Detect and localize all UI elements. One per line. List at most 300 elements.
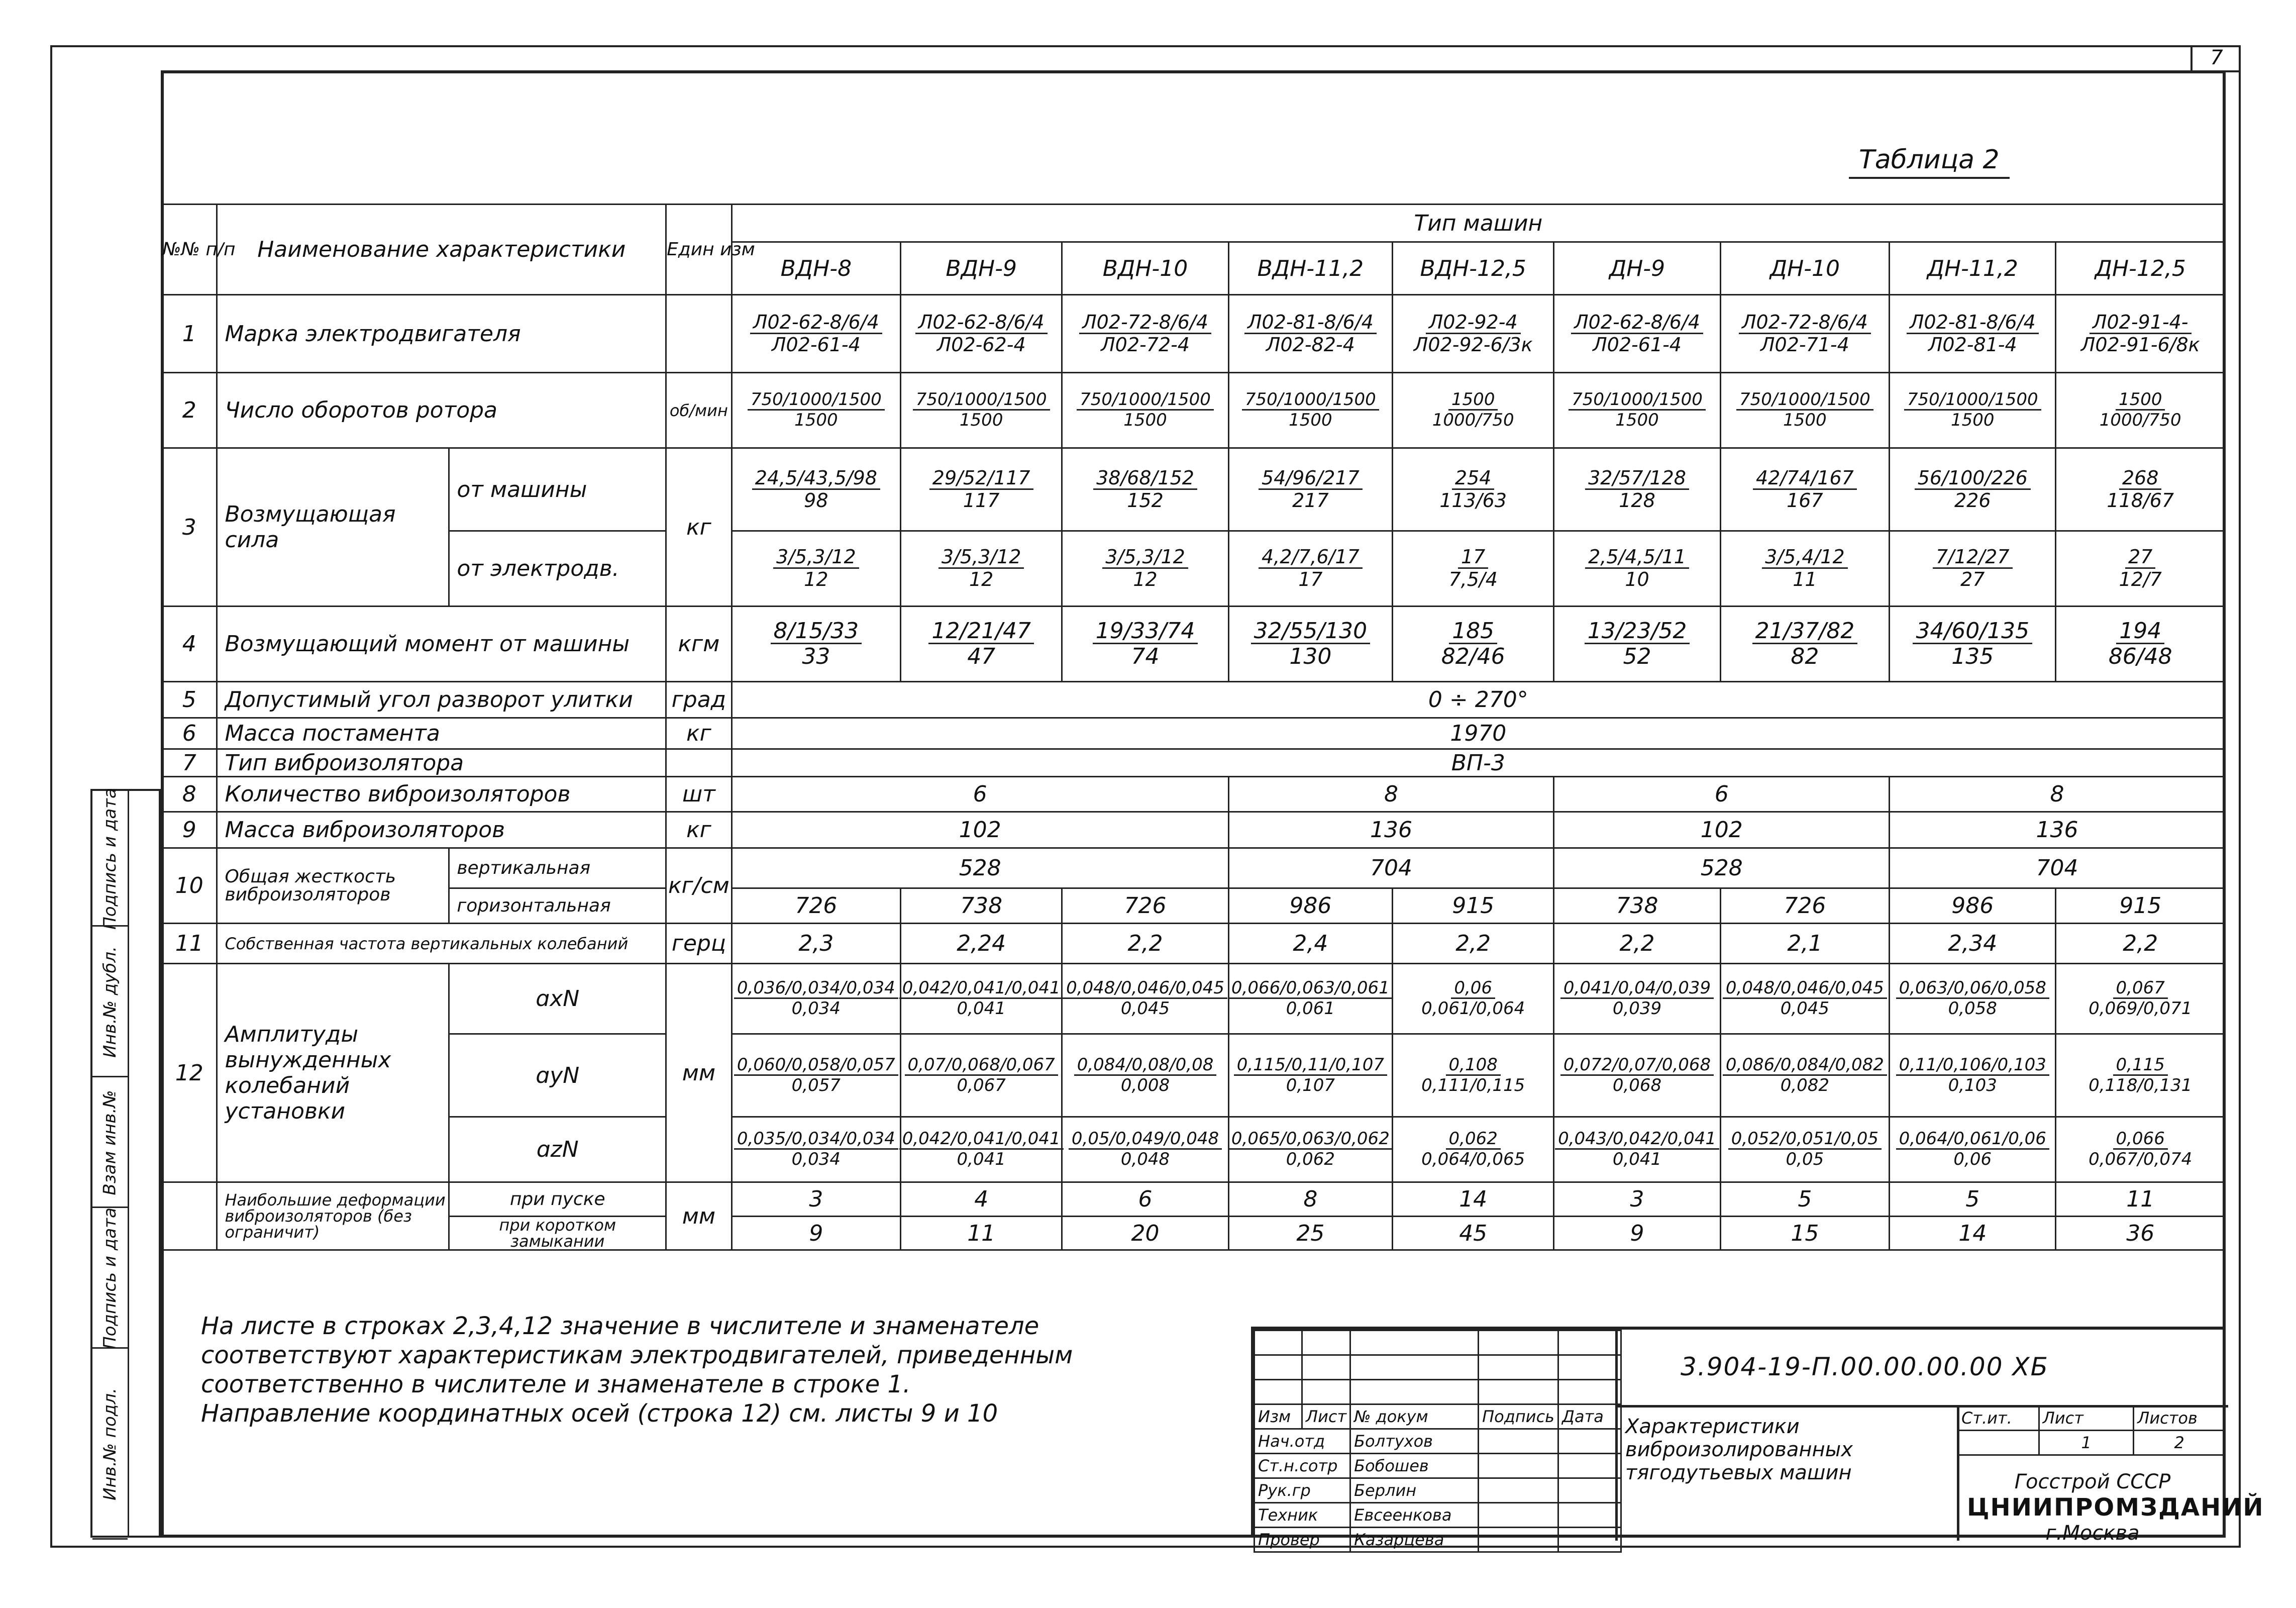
force-motor <box>1720 531 1889 607</box>
force-machine <box>901 448 1062 531</box>
rotor-speed <box>1720 373 1889 448</box>
denominator: 130 <box>1289 644 1332 669</box>
denominator: 12 <box>1133 568 1158 590</box>
machine-1: ВДН-9 <box>901 242 1062 295</box>
row-num: 8 <box>162 777 217 812</box>
row-unit <box>666 749 732 777</box>
stamp-role: Нач.отд <box>1255 1429 1350 1454</box>
denominator: 0,118/0,131 <box>2089 1075 2193 1095</box>
amplitude-x <box>1890 964 2056 1034</box>
numerator: 0,035/0,034/0,034 <box>734 1130 898 1150</box>
row-name: Масса виброизоляторов <box>217 812 666 848</box>
amplitude-z <box>1393 1117 1554 1182</box>
rotor-speed <box>1554 373 1720 448</box>
force-machine <box>732 448 900 531</box>
denominator: 0,008 <box>1120 1075 1170 1095</box>
moment <box>1720 607 1889 682</box>
force-machine <box>1062 448 1228 531</box>
deformation-short: 14 <box>1890 1217 2056 1250</box>
sheet-label: Лист <box>2039 1406 2134 1431</box>
stiffness-vertical: 704 <box>1890 848 2225 888</box>
row-name: Число оборотов ротора <box>217 373 666 448</box>
denominator: 0,039 <box>1612 998 1662 1019</box>
denominator: 0,069/0,071 <box>2089 998 2193 1019</box>
row-unit <box>666 295 732 373</box>
numerator: 750/1000/1500 <box>913 391 1050 411</box>
numerator: 24,5/43,5/98 <box>752 468 880 490</box>
rotor-speed <box>2056 373 2225 448</box>
numerator: 4,2/7,6/17 <box>1259 547 1363 569</box>
denominator: 1500 <box>794 410 838 430</box>
numerator: 3/5,3/12 <box>1102 547 1188 569</box>
deformation-start: 3 <box>1554 1182 1720 1217</box>
numerator: 0,084/0,08/0,08 <box>1074 1056 1217 1076</box>
stamp-role: Рук.гр <box>1255 1478 1350 1503</box>
amplitude-x <box>1228 964 1392 1034</box>
deformation-start: 8 <box>1228 1182 1392 1217</box>
stiffness-horizontal: 986 <box>1890 888 2056 924</box>
denominator: 0,034 <box>791 998 841 1019</box>
denominator: Л02-81-4 <box>1928 333 2017 356</box>
amplitude-y <box>901 1034 1062 1117</box>
stamp-empty <box>1302 1355 1350 1380</box>
stamp-empty <box>1479 1380 1558 1404</box>
frequency: 2,1 <box>1720 924 1889 964</box>
numerator: 254 <box>1452 468 1495 490</box>
row-name: Количество виброизоляторов <box>217 777 666 812</box>
stamp-signature <box>1479 1503 1558 1528</box>
stiffness-vertical: 528 <box>1554 848 1890 888</box>
group-value: 102 <box>1554 812 1890 848</box>
motor-brand <box>901 295 1062 373</box>
stiffness-horizontal: 726 <box>1720 888 1889 924</box>
numerator: 1500 <box>1448 391 1498 411</box>
denominator: 11 <box>1793 568 1817 590</box>
row-sub: при коротком замыкании <box>449 1217 666 1250</box>
denominator: 0,061/0,064 <box>1421 998 1525 1019</box>
denominator: 1500 <box>1123 410 1167 430</box>
denominator: 12 <box>804 568 828 590</box>
denominator: 33 <box>802 644 830 669</box>
amplitude-z <box>1554 1117 1720 1182</box>
denominator: 0,041 <box>1612 1149 1662 1169</box>
group-value: 136 <box>1228 812 1554 848</box>
denominator: 118/67 <box>2107 489 2174 512</box>
stiffness-horizontal: 726 <box>1062 888 1228 924</box>
header-num: №№ п/п <box>162 205 217 295</box>
numerator: 0,062 <box>1446 1130 1501 1150</box>
amplitude-x <box>2056 964 2225 1034</box>
numerator: 29/52/117 <box>929 468 1033 490</box>
row-value: 1970 <box>732 718 2225 749</box>
row-num: 9 <box>162 812 217 848</box>
stamp-person: Евсеенкова <box>1350 1503 1479 1528</box>
force-machine <box>1228 448 1392 531</box>
side-label: Инв.№ дубл. <box>100 946 121 1058</box>
header-machine-type: Тип машин <box>732 205 2225 242</box>
row-num: 3 <box>162 448 217 607</box>
moment <box>901 607 1062 682</box>
stamp-signature <box>1479 1429 1558 1454</box>
row-unit: шт <box>666 777 732 812</box>
org-line-1: Госстрой СССР <box>2014 1470 2171 1493</box>
stamp-role: Ст.н.сотр <box>1255 1454 1350 1478</box>
amplitude-y <box>1062 1034 1228 1117</box>
stage-value <box>1958 1431 2039 1455</box>
deformation-start: 4 <box>901 1182 1062 1217</box>
numerator: 268 <box>2119 468 2162 490</box>
note-line: На листе в строках 2,3,4,12 значение в числителе и знаменателе <box>201 1312 1039 1340</box>
numerator: 750/1000/1500 <box>1569 391 1706 411</box>
denominator: 0,068 <box>1612 1075 1662 1095</box>
numerator: 3/5,3/12 <box>938 547 1024 569</box>
denominator: 117 <box>963 489 1000 512</box>
stage-label: Ст.ит. <box>1958 1406 2039 1431</box>
denominator: 52 <box>1623 644 1651 669</box>
frequency: 2,3 <box>732 924 900 964</box>
force-motor <box>732 531 900 607</box>
machine-2: ВДН-10 <box>1062 242 1228 295</box>
motor-brand <box>732 295 900 373</box>
stiffness-horizontal: 915 <box>2056 888 2225 924</box>
denominator: 1500 <box>1950 410 1995 430</box>
row-sub: от электродв. <box>449 531 666 607</box>
numerator: 750/1000/1500 <box>748 391 885 411</box>
header-name: Наименование характеристики <box>217 205 666 295</box>
stamp-signature <box>1479 1528 1558 1552</box>
group-value: 8 <box>1228 777 1554 812</box>
rotor-speed <box>1393 373 1554 448</box>
numerator: 0,048/0,046/0,045 <box>1063 979 1227 999</box>
frequency: 2,2 <box>2056 924 2225 964</box>
stamp-role: Техник <box>1255 1503 1350 1528</box>
force-machine <box>1393 448 1554 531</box>
denominator: 113/63 <box>1439 489 1507 512</box>
rotor-speed <box>1228 373 1392 448</box>
row-sub: вертикальная <box>449 848 666 888</box>
moment <box>1062 607 1228 682</box>
moment <box>732 607 900 682</box>
amplitude-y <box>732 1034 900 1117</box>
denominator: 47 <box>967 644 996 669</box>
organization <box>1967 1470 2264 1545</box>
stiffness-horizontal: 986 <box>1228 888 1392 924</box>
denominator: 1500 <box>1615 410 1659 430</box>
denominator: 12/7 <box>2119 568 2162 590</box>
deformation-short: 36 <box>2056 1217 2225 1250</box>
rotor-speed <box>901 373 1062 448</box>
side-label: Взам инв.№ <box>100 1090 121 1195</box>
numerator: 0,063/0,06/0,058 <box>1896 979 2049 999</box>
moment <box>1228 607 1392 682</box>
numerator: 0,042/0,041/0,041 <box>899 979 1064 999</box>
stamp-person: Бобошев <box>1350 1454 1479 1478</box>
denominator: Л02-61-4 <box>1593 333 1682 356</box>
group-value: 6 <box>1554 777 1890 812</box>
force-machine <box>1890 448 2056 531</box>
numerator: 0,115 <box>2113 1056 2168 1076</box>
force-motor <box>2056 531 2225 607</box>
rotor-speed <box>732 373 900 448</box>
side-label: Подпись и дата <box>100 1208 121 1349</box>
characteristics-table <box>161 204 2226 1251</box>
group-value: 136 <box>1890 812 2225 848</box>
denominator: 0,058 <box>1948 998 1997 1019</box>
denominator: 0,107 <box>1286 1075 1335 1095</box>
row-num: 4 <box>162 607 217 682</box>
force-machine <box>1720 448 1889 531</box>
stamp-empty <box>1350 1380 1479 1404</box>
amplitude-z <box>901 1117 1062 1182</box>
denominator: 0,103 <box>1948 1075 1997 1095</box>
numerator: Л02-81-8/6/4 <box>1907 313 2039 334</box>
denominator: 135 <box>1951 644 1994 669</box>
deformation-start: 5 <box>1720 1182 1889 1217</box>
stamp-date <box>1558 1429 1621 1454</box>
sheet-value: 1 <box>2039 1431 2134 1455</box>
stamp-empty <box>1302 1331 1350 1355</box>
stamp-head: Подпись <box>1479 1404 1558 1429</box>
denominator: Л02-82-4 <box>1266 333 1355 356</box>
document-description: Характеристики виброизолированных тягодутьевых машин <box>1625 1415 1853 1484</box>
stamp-date <box>1558 1503 1621 1528</box>
deformation-short: 15 <box>1720 1217 1889 1250</box>
denominator: Л02-72-4 <box>1101 333 1190 356</box>
deformation-start: 6 <box>1062 1182 1228 1217</box>
denominator: 0,034 <box>791 1149 841 1169</box>
deformation-start: 11 <box>2056 1182 2225 1217</box>
machine-3: ВДН-11,2 <box>1228 242 1392 295</box>
row-sub: при пуске <box>449 1182 666 1217</box>
amplitude-y <box>1720 1034 1889 1117</box>
sheet-info <box>1957 1405 2226 1456</box>
amplitude-z <box>1890 1117 2056 1182</box>
frequency: 2,4 <box>1228 924 1392 964</box>
numerator: Л02-62-8/6/4 <box>915 313 1048 334</box>
axis-y: ɑyN <box>449 1034 666 1117</box>
stamp-head: Дата <box>1558 1404 1621 1429</box>
sheets-value: 2 <box>2134 1431 2225 1455</box>
force-machine <box>2056 448 2225 531</box>
stamp-empty <box>1558 1355 1621 1380</box>
moment <box>1554 607 1720 682</box>
numerator: 0,052/0,051/0,05 <box>1728 1130 1882 1150</box>
numerator: Л02-62-8/6/4 <box>750 313 882 334</box>
row-num: 12 <box>162 964 217 1182</box>
side-label: Инв.№ подл. <box>100 1388 121 1500</box>
stiffness-vertical: 528 <box>732 848 1228 888</box>
force-motor <box>1228 531 1392 607</box>
stamp-head: Лист <box>1302 1404 1350 1429</box>
numerator: 21/37/82 <box>1752 620 1858 644</box>
deformation-start: 3 <box>732 1182 900 1217</box>
numerator: 2,5/4,5/11 <box>1585 547 1689 569</box>
stamp-date <box>1558 1528 1621 1552</box>
stiffness-vertical: 704 <box>1228 848 1554 888</box>
stamp-signatures <box>1254 1330 1622 1553</box>
force-machine <box>1554 448 1720 531</box>
machine-4: ВДН-12,5 <box>1393 242 1554 295</box>
rotor-speed <box>1890 373 2056 448</box>
row-unit: кг <box>666 448 732 607</box>
numerator: 750/1000/1500 <box>1904 391 2041 411</box>
numerator: 54/96/217 <box>1259 468 1363 490</box>
denominator: 0,082 <box>1780 1075 1830 1095</box>
note-line: соответствуют характеристикам электродвигателей, приведенным <box>201 1341 1073 1369</box>
numerator: 17 <box>1458 547 1488 569</box>
numerator: 0,036/0,034/0,034 <box>734 979 898 999</box>
amplitude-z <box>732 1117 900 1182</box>
numerator: 0,043/0,042/0,041 <box>1555 1130 1719 1150</box>
stamp-empty <box>1479 1355 1558 1380</box>
stamp-head: Изм <box>1255 1404 1302 1429</box>
numerator: 1500 <box>2116 391 2165 411</box>
row-num <box>162 1182 217 1250</box>
denominator: 27 <box>1960 568 1985 590</box>
denominator: Л02-71-4 <box>1760 333 1849 356</box>
numerator: 0,07/0,068/0,067 <box>905 1056 1058 1076</box>
deformation-start: 14 <box>1393 1182 1554 1217</box>
denominator: 1000/750 <box>1432 410 1514 430</box>
row-sub: горизонтальная <box>449 888 666 924</box>
row-value: 0 ÷ 270° <box>732 682 2225 718</box>
amplitude-x <box>1720 964 1889 1034</box>
numerator: 3/5,3/12 <box>773 547 859 569</box>
amplitude-x <box>901 964 1062 1034</box>
denominator: 0,064/0,065 <box>1421 1149 1525 1169</box>
numerator: 750/1000/1500 <box>1242 391 1379 411</box>
numerator: 0,065/0,063/0,062 <box>1228 1130 1393 1150</box>
motor-brand <box>2056 295 2225 373</box>
denominator: 0,045 <box>1120 998 1170 1019</box>
amplitude-y <box>2056 1034 2225 1117</box>
row-num: 2 <box>162 373 217 448</box>
row-value: ВП-3 <box>732 749 2225 777</box>
numerator: 12/21/47 <box>928 620 1034 644</box>
stamp-empty <box>1350 1331 1479 1355</box>
force-motor <box>1393 531 1554 607</box>
numerator: 7/12/27 <box>1933 547 2013 569</box>
amplitude-y <box>1554 1034 1720 1117</box>
denominator: 167 <box>1787 489 1823 512</box>
machine-0: ВДН-8 <box>732 242 900 295</box>
row-name: Марка электродвигателя <box>217 295 666 373</box>
row-name: Допустимый угол разворот улитки <box>217 682 666 718</box>
numerator: 750/1000/1500 <box>1736 391 1873 411</box>
sheet-number: 7 <box>2190 45 2241 72</box>
numerator: 0,115/0,11/0,107 <box>1234 1056 1387 1076</box>
denominator: 0,067/0,074 <box>2089 1149 2193 1169</box>
stamp-date <box>1558 1454 1621 1478</box>
numerator: 0,086/0,084/0,082 <box>1723 1056 1887 1076</box>
denominator: 1000/750 <box>2099 410 2181 430</box>
note-line: Направление координатных осей (строка 12) см. листы 9 и 10 <box>201 1399 998 1428</box>
moment <box>1890 607 2056 682</box>
table-title: Таблица 2 <box>1849 145 2010 179</box>
denominator: Л02-92-6/3к <box>1413 333 1533 356</box>
document-code: 3.904-19-П.00.00.00.00 ХБ <box>1681 1352 2049 1381</box>
denominator: 217 <box>1292 489 1329 512</box>
stamp-empty <box>1558 1331 1621 1355</box>
machine-5: ДН-9 <box>1554 242 1720 295</box>
denominator: 0,041 <box>957 1149 1006 1169</box>
row-name: Возмущающая сила <box>217 448 449 607</box>
denominator: 12 <box>969 568 994 590</box>
amplitude-x <box>1393 964 1554 1034</box>
deformation-short: 25 <box>1228 1217 1392 1250</box>
numerator: 0,108 <box>1446 1056 1501 1076</box>
numerator: 42/74/167 <box>1753 468 1857 490</box>
numerator: 0,05/0,049/0,048 <box>1069 1130 1222 1150</box>
force-motor <box>1554 531 1720 607</box>
numerator: 34/60/135 <box>1913 620 2032 644</box>
deformation-short: 9 <box>732 1217 900 1250</box>
side-label: Подпись и дата <box>100 788 121 930</box>
machine-7: ДН-11,2 <box>1890 242 2056 295</box>
stamp-signature <box>1479 1454 1558 1478</box>
amplitude-x <box>732 964 900 1034</box>
numerator: 0,060/0,058/0,057 <box>734 1056 898 1076</box>
header-unit: Един изм <box>666 205 732 295</box>
numerator: 32/55/130 <box>1251 620 1371 644</box>
denominator: 152 <box>1127 489 1164 512</box>
numerator: 38/68/152 <box>1093 468 1197 490</box>
row-unit: мм <box>666 1182 732 1250</box>
denominator: Л02-61-4 <box>771 333 861 356</box>
denominator: 0,06 <box>1953 1149 1992 1169</box>
denominator: 17 <box>1298 568 1323 590</box>
denominator: 86/48 <box>2108 644 2172 669</box>
numerator: Л02-62-8/6/4 <box>1571 313 1703 334</box>
numerator: 0,066/0,063/0,061 <box>1228 979 1393 999</box>
denominator: Л02-62-4 <box>936 333 1026 356</box>
deformation-short: 20 <box>1062 1217 1228 1250</box>
deformation-start: 5 <box>1890 1182 2056 1217</box>
stiffness-horizontal: 738 <box>1554 888 1720 924</box>
row-name: Амплитуды вынужденных колебаний установки <box>217 964 449 1182</box>
row-unit: кг <box>666 718 732 749</box>
rotor-speed <box>1062 373 1228 448</box>
row-num: 10 <box>162 848 217 924</box>
row-name: Наибольшие деформации виброизоляторов (без ограничит) <box>217 1182 449 1250</box>
numerator: 0,067 <box>2113 979 2168 999</box>
amplitude-z <box>2056 1117 2225 1182</box>
axis-x: ɑxN <box>449 964 666 1034</box>
numerator: Л02-91-4- <box>2090 313 2191 334</box>
moment <box>2056 607 2225 682</box>
frequency: 2,2 <box>1554 924 1720 964</box>
motor-brand <box>1393 295 1554 373</box>
group-value: 6 <box>732 777 1228 812</box>
denominator: Л02-91-6/8к <box>2080 333 2200 356</box>
denominator: 1500 <box>959 410 1003 430</box>
row-sub: от машины <box>449 448 666 531</box>
numerator: 750/1000/1500 <box>1077 391 1214 411</box>
force-motor <box>1062 531 1228 607</box>
machine-8: ДН-12,5 <box>2056 242 2225 295</box>
motor-brand <box>1062 295 1228 373</box>
motor-brand <box>1228 295 1392 373</box>
frequency: 2,2 <box>1393 924 1554 964</box>
row-num: 6 <box>162 718 217 749</box>
denominator: 128 <box>1619 489 1655 512</box>
row-num: 11 <box>162 924 217 964</box>
denominator: 7,5/4 <box>1448 568 1498 590</box>
row-name: Общая жесткость виброизоляторов <box>217 848 449 924</box>
org-line-2: ЦНИИПРОМЗДАНИЙ <box>1967 1493 2264 1522</box>
stiffness-horizontal: 726 <box>732 888 900 924</box>
numerator: 0,064/0,061/0,06 <box>1896 1130 2049 1150</box>
